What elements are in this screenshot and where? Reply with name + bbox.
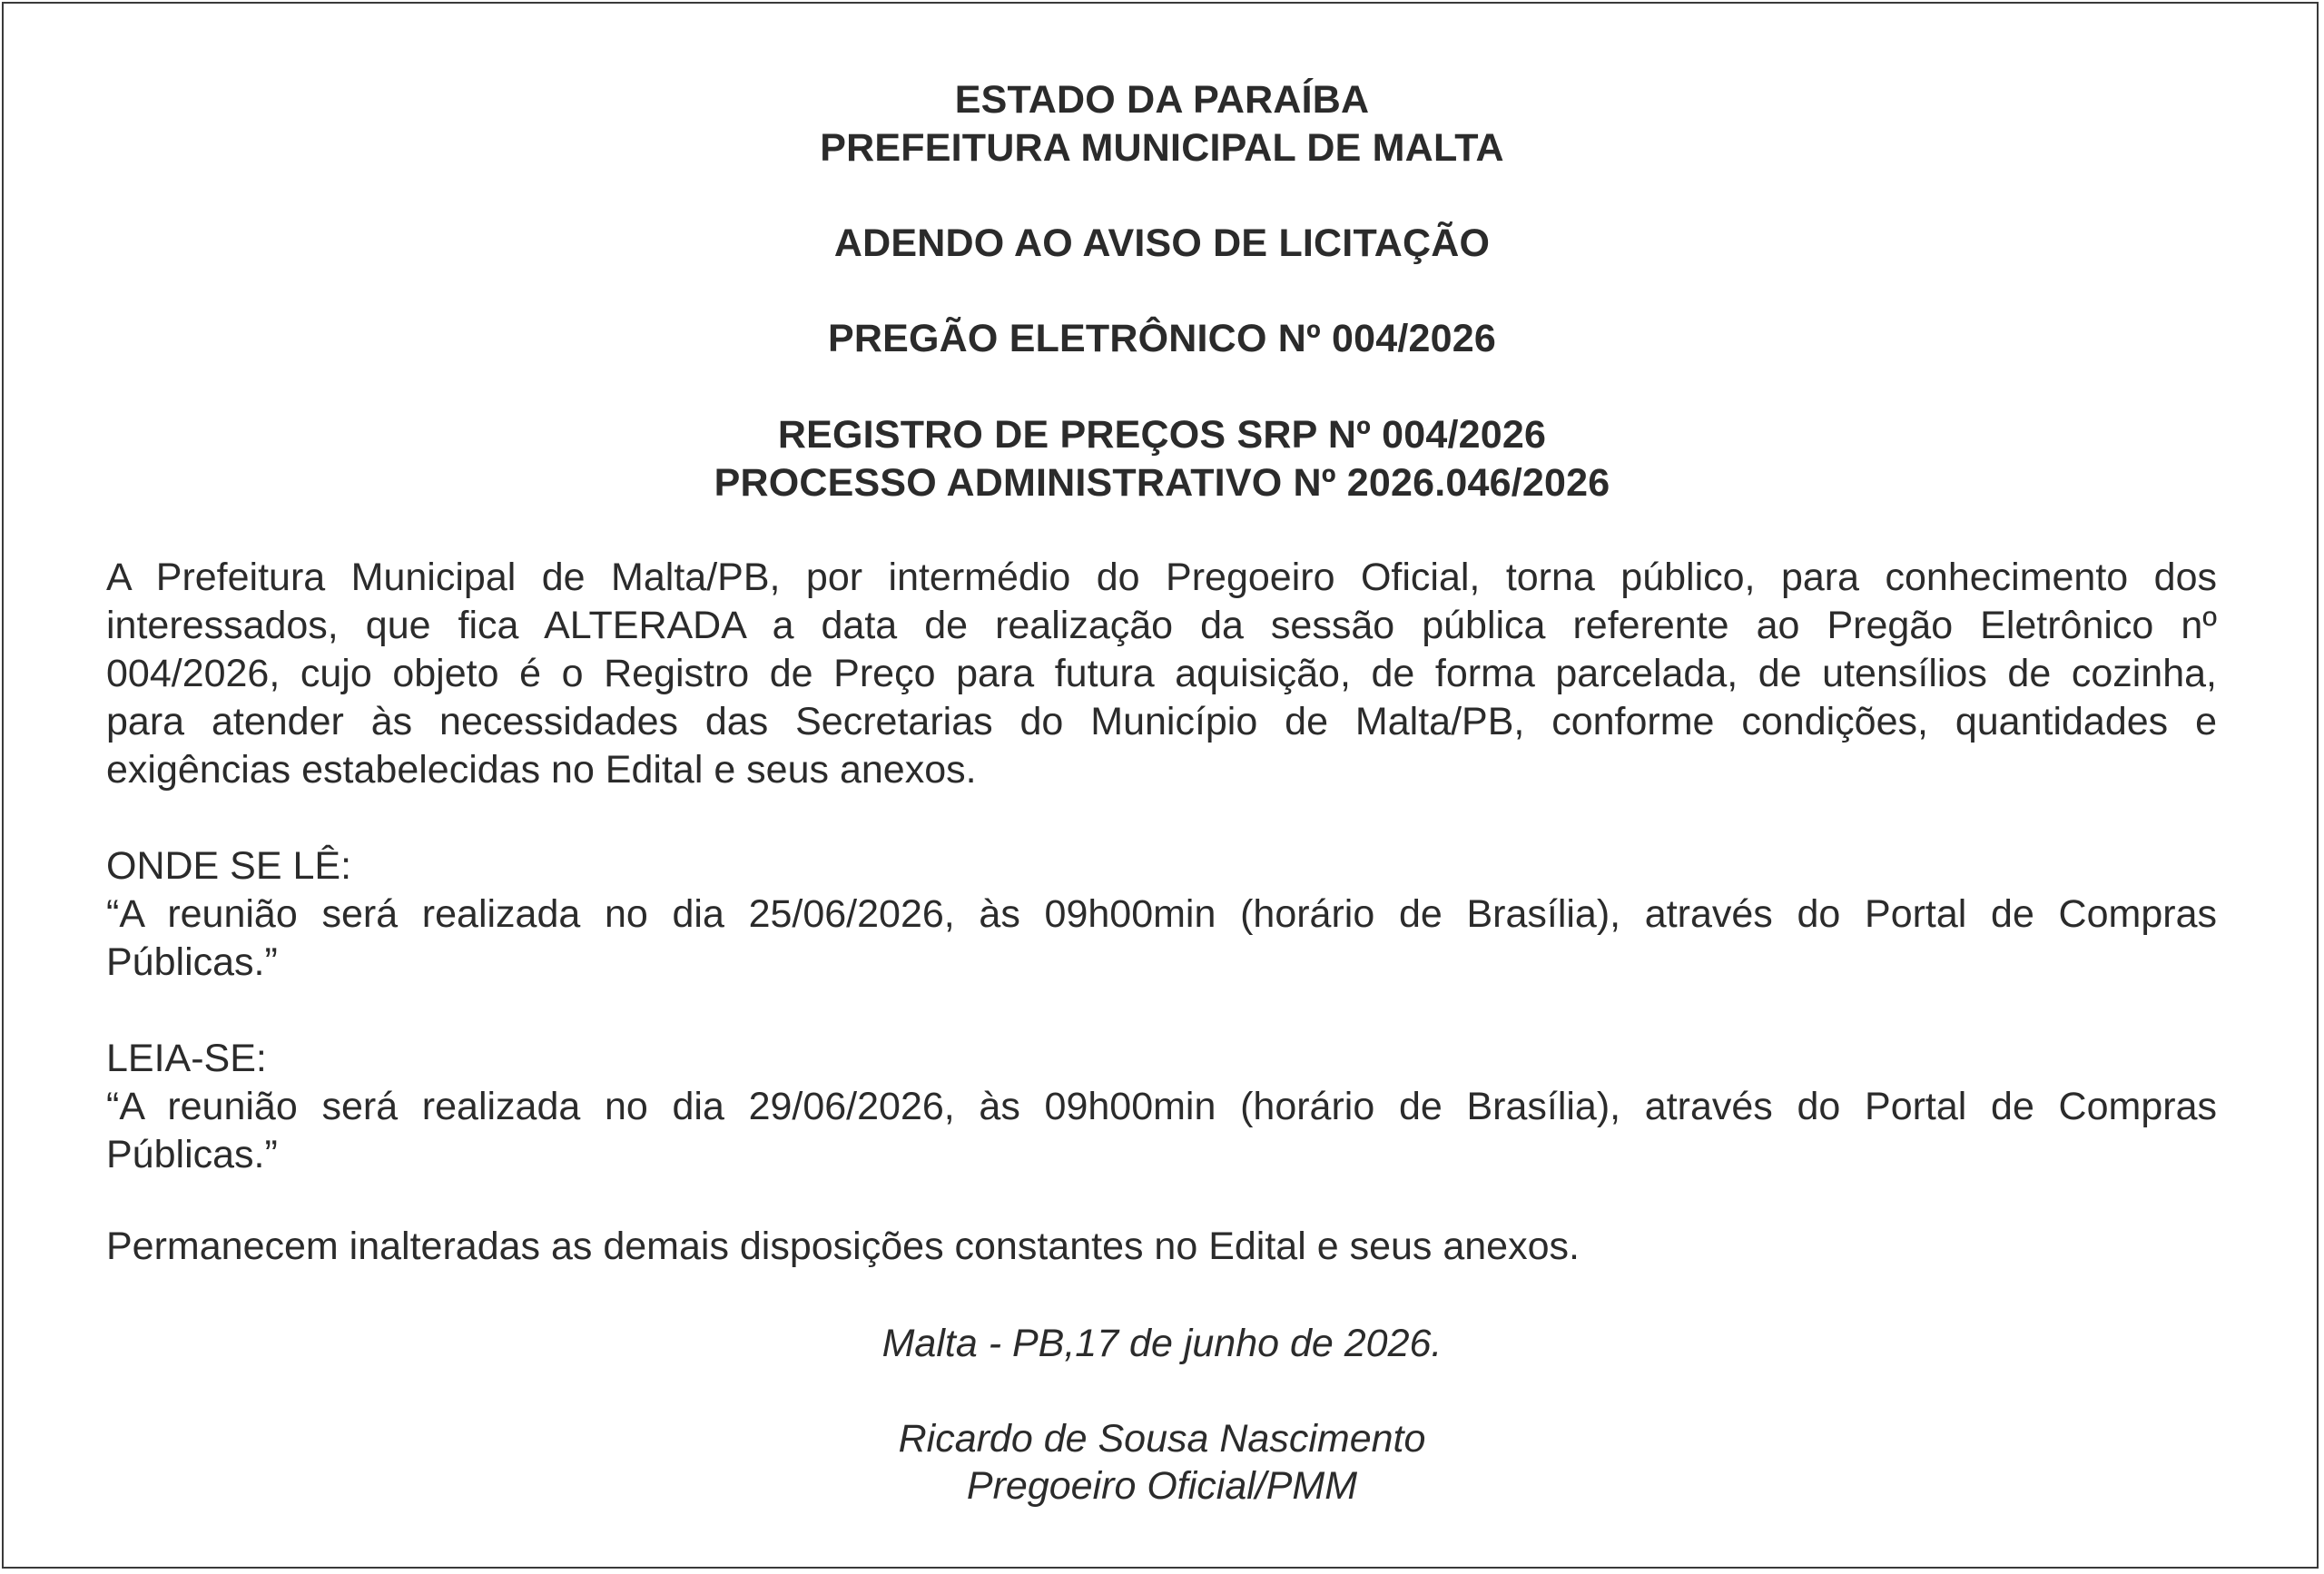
intro-line: exigências estabelecidas no Edital e seus anexos. <box>106 748 977 792</box>
header-state: ESTADO DA PARAÍBA <box>954 78 1370 122</box>
registry-number: REGISTRO DE PREÇOS SRP Nº 004/2026 <box>777 413 1547 457</box>
process-number: PROCESSO ADMINISTRATIVO Nº 2026.046/2026 <box>714 461 1610 505</box>
signatory-role: Pregoeiro Oficial/PMM <box>966 1464 1358 1508</box>
remaining-provisions: Permanecem inalteradas as demais disposições constantes no Edital e seus anexos. <box>106 1225 1580 1268</box>
where-reads-line: Públicas.” <box>106 940 278 984</box>
intro-line: 004/2026, cujo objeto é o Registro de Preço para futura aquisição, de forma parcelada, de utensílios de cozinha, <box>106 652 2217 695</box>
where-reads-line: “A reunião será realizada no dia 25/06/2026, às 09h00min (horário de Brasília), através do Portal de Compras <box>106 892 2217 936</box>
notice-title: ADENDO AO AVISO DE LICITAÇÃO <box>833 221 1491 265</box>
read-as-text <box>106 1083 2217 1179</box>
where-reads-label: ONDE SE LÊ: <box>106 844 352 888</box>
read-as-label: LEIA-SE: <box>106 1037 267 1080</box>
auction-number: PREGÃO ELETRÔNICO Nº 004/2026 <box>827 317 1496 360</box>
header-prefecture: PREFEITURA MUNICIPAL DE MALTA <box>820 126 1504 170</box>
read-as-line: Públicas.” <box>106 1133 278 1176</box>
place-date: Malta - PB,17 de junho de 2026. <box>881 1322 1443 1365</box>
signatory-name: Ricardo de Sousa Nascimento <box>898 1417 1426 1461</box>
intro-line: interessados, que fica ALTERADA a data de realização da sessão pública referente ao Pregão Eletrônico nº <box>106 604 2217 647</box>
intro-line: A Prefeitura Municipal de Malta/PB, por intermédio do Pregoeiro Oficial, torna público, para conhecimento dos <box>106 556 2217 599</box>
read-as-line: “A reunião será realizada no dia 29/06/2026, às 09h00min (horário de Brasília), através do Portal de Compras <box>106 1085 2217 1128</box>
intro-paragraph <box>106 554 2217 794</box>
where-reads-text <box>106 890 2217 987</box>
intro-line: para atender às necessidades das Secretarias do Município de Malta/PB, conforme condições, quantidades e <box>106 700 2217 743</box>
